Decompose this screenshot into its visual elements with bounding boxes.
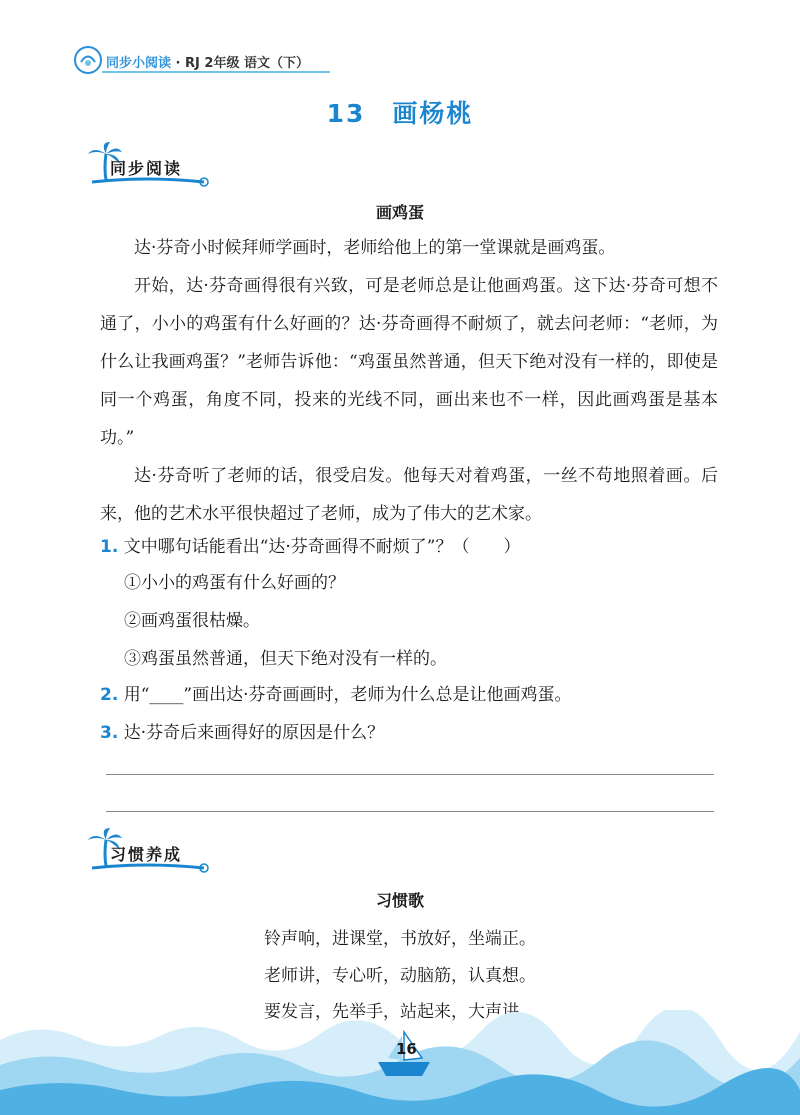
story-paragraph: 达·芬奇小时候拜师学画时，老师给他上的第一堂课就是画鸡蛋。	[134, 238, 616, 258]
section-habit	[86, 826, 226, 876]
story-paragraph: 开始，达·芬奇画得很有兴致，可是老师总是让他画鸡蛋。这下达·芬奇可想不通了，小小的鸡蛋有什么好画的？达·芬奇画得不耐烦了，就去问老师：“老师，为什么让我画鸡蛋？”老师告诉他：“鸡蛋虽然普通，但天下绝对没有一样的，即使是同一个鸡蛋，角度不同，投来的光线不同，画出来也不一样，因此画鸡蛋是基本功。”	[100, 276, 718, 448]
question-text: 达·芬奇后来画得好的原因是什么？	[123, 723, 385, 743]
wave-decoration	[0, 1010, 800, 1115]
song-line: 老师讲，专心听，动脑筋，认真想。	[264, 966, 536, 986]
question-2	[100, 680, 572, 705]
grade-info: RJ 2年级 语文（下）	[185, 56, 309, 71]
option-3: ③鸡蛋虽然普通，但天下绝对没有一样的。	[124, 649, 447, 669]
section-reading-label: 同步阅读	[110, 159, 183, 178]
logo-icon	[72, 44, 104, 76]
question-1	[100, 532, 521, 557]
story-title: 画鸡蛋	[375, 203, 424, 222]
answer-line	[106, 774, 714, 775]
page-header	[72, 44, 312, 74]
option-1: ①小小的鸡蛋有什么好画的？	[124, 573, 345, 593]
question-number: 2.	[100, 685, 119, 705]
brand-name: 同步小阅读	[106, 56, 172, 71]
story-paragraph: 达·芬奇听了老师的话，很受启发。他每天对着鸡蛋，一丝不苟地照着画。后来，他的艺术水平很快超过了老师，成为了伟大的艺术家。	[100, 466, 718, 524]
question-3	[100, 718, 384, 743]
song-line: 要发言，先举手，站起来，大声讲。	[264, 1002, 536, 1022]
section-habit-label: 习惯养成	[110, 845, 183, 864]
story-body	[100, 229, 718, 533]
question-number: 1.	[100, 537, 119, 557]
option-2: ②画鸡蛋很枯燥。	[124, 611, 260, 631]
header-separator: ·	[175, 56, 181, 71]
header-rule	[102, 71, 330, 73]
question-number: 3.	[100, 723, 119, 743]
song-line: 铃声响，进课堂，书放好，坐端正。	[264, 929, 536, 949]
lesson-title: 13 画杨桃	[326, 99, 474, 128]
question-text: 用“____”画出达·芬奇画画时，老师为什么总是让他画鸡蛋。	[123, 685, 572, 705]
question-text: 文中哪句话能看出“达·芬奇画得不耐烦了”？（ ）	[123, 537, 521, 557]
page-number: 16	[396, 1040, 417, 1058]
section-reading	[86, 140, 226, 190]
song-title: 习惯歌	[375, 891, 424, 910]
answer-line	[106, 811, 714, 812]
